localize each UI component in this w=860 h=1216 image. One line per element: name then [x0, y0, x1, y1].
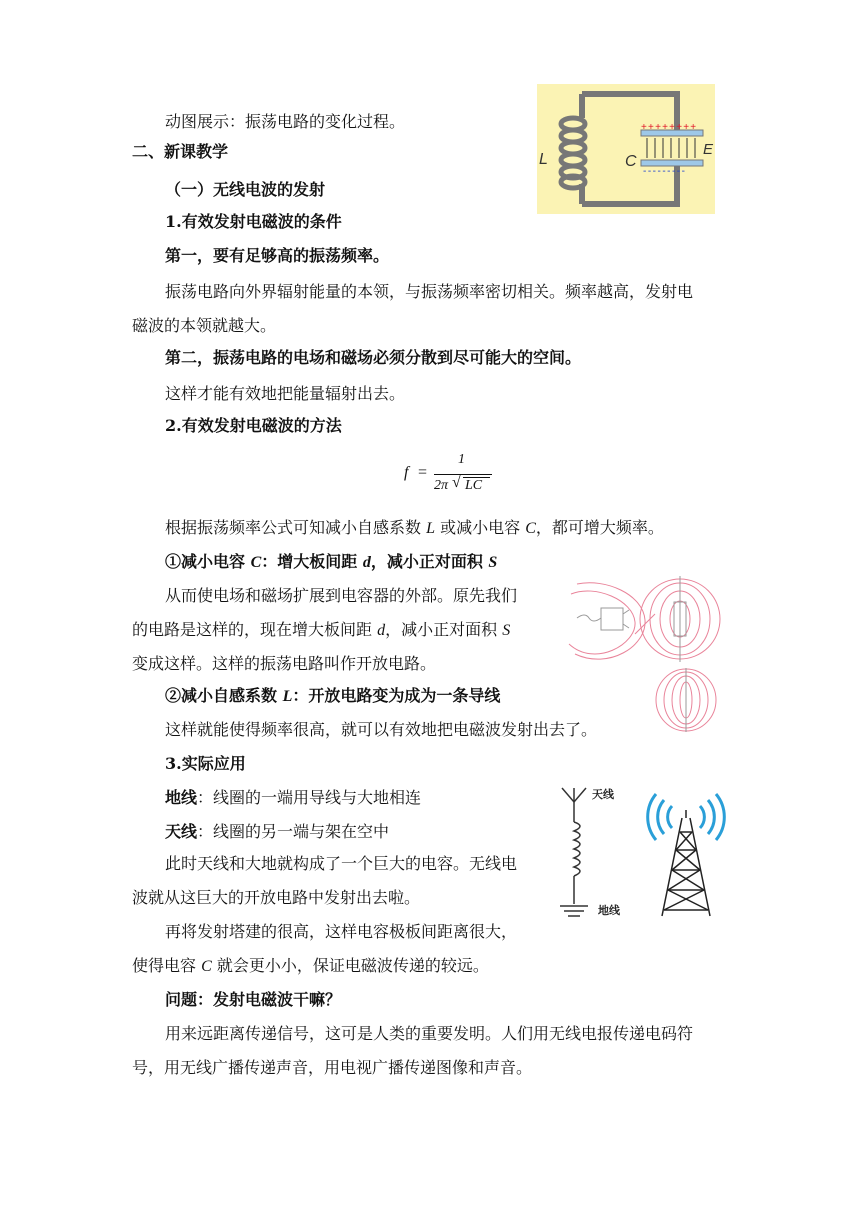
text-line — [165, 786, 421, 810]
text-span: 或减小电容 — [435, 518, 526, 537]
var-d: d — [377, 622, 386, 639]
negative-charges: --------- — [643, 166, 687, 177]
text-line: 变成这样。这样的振荡电路叫作开放电路。 — [132, 654, 437, 673]
var-C: C — [250, 554, 262, 571]
text-line — [132, 618, 510, 643]
positive-charges: ++++++++ — [641, 122, 698, 133]
ground-label: 地线 — [598, 904, 620, 917]
text-span: 的电路是这样的，现在增大板间距 — [132, 620, 378, 639]
text-line: 用来远距离传递信号，这可是人类的重要发明。人们用无线电报传递电码符 — [165, 1024, 694, 1043]
fraction-bar — [434, 474, 492, 475]
sqrt-symbol: √ — [452, 474, 461, 491]
text-line: 磁波的本领就越大。 — [132, 316, 277, 335]
text-line: 此时天线和大地就构成了一个巨大的电容。无线电 — [165, 854, 518, 873]
text-span: ：线圈的另一端与架在空中 — [197, 822, 390, 841]
var-d: d — [362, 554, 371, 571]
inductor-coil — [561, 118, 585, 188]
text-span: ：开放电路变为成为一条导线 — [292, 686, 501, 705]
var-S: S — [488, 554, 498, 571]
item-heading: 3.实际应用 — [165, 754, 246, 773]
text-line: 这样才能有效地把能量辐射出去。 — [165, 384, 406, 403]
open-circuit-figure — [565, 574, 740, 666]
formula-radicand: LC — [465, 478, 483, 493]
lc-circuit-figure — [537, 84, 715, 214]
dipole-figure — [653, 666, 719, 734]
text-line — [165, 820, 389, 844]
coil-symbol — [574, 822, 580, 904]
field-label: E — [703, 141, 714, 158]
bold-line: 第二，振荡电路的电场和磁场必须分散到尽可能大的空间。 — [165, 348, 582, 367]
text-span: ：增大板间距 — [261, 552, 363, 571]
text-line: 波就从这巨大的开放电路中发射出去啦。 — [132, 888, 421, 907]
transmission-tower-figure — [638, 792, 734, 920]
var-L: L — [282, 688, 293, 705]
text-span: ②减小自感系数 — [165, 686, 283, 705]
term-antenna: 天线 — [165, 822, 198, 841]
section-heading: 二、新课教学 — [132, 142, 229, 161]
bold-line: 第一，要有足够高的振荡频率。 — [165, 246, 390, 265]
var-C: C — [201, 958, 212, 975]
subsection-heading: （一）无线电波的发射 — [165, 180, 326, 199]
text-line: 动图展示：振荡电路的变化过程。 — [165, 112, 406, 131]
text-line: 号，用无线广播传递声音，用电视广播传递图像和声音。 — [132, 1058, 533, 1077]
field-lines-left — [569, 583, 655, 659]
question-line: 问题：发射电磁波干嘛？ — [165, 990, 342, 1009]
text-span: 使得电容 — [132, 956, 202, 975]
ground-symbol — [560, 906, 588, 916]
text-span: ①减小电容 — [165, 552, 251, 571]
frequency-formula — [398, 452, 498, 498]
text-line — [132, 954, 489, 979]
text-line: 振荡电路向外界辐射能量的本领，与振荡频率密切相关。频率越高，发射电 — [165, 282, 694, 301]
var-S: S — [502, 622, 511, 639]
text-span: ，减小正对面积 — [370, 552, 489, 571]
item-heading: 1.有效发射电磁波的条件 — [165, 212, 342, 231]
text-line: 再将发射塔建的很高，这样电容极板间距离很大， — [165, 922, 518, 941]
antenna-label: 天线 — [592, 788, 614, 801]
antenna-circuit-figure — [556, 782, 632, 922]
text-span: 就会更小小，保证电磁波传递的较远。 — [211, 956, 489, 975]
formula-equals: = — [418, 464, 428, 481]
text-span: ：线圈的一端用导线与大地相连 — [197, 788, 422, 807]
var-L: L — [426, 520, 435, 537]
antenna-symbol — [562, 788, 586, 822]
formula-lhs: f — [404, 464, 409, 481]
text-span: ，减小正对面积 — [385, 620, 503, 639]
item-heading: 2.有效发射电磁波的方法 — [165, 416, 342, 435]
formula-denominator: 2π — [434, 478, 449, 493]
text-line — [165, 516, 664, 541]
text-span: ，都可增大频率。 — [535, 518, 664, 537]
bold-line — [165, 684, 500, 709]
var-C: C — [525, 520, 536, 537]
text-line: 从而使电场和磁场扩展到电容器的外部。原先我们 — [165, 586, 518, 605]
inductor-label: L — [539, 151, 548, 168]
text-span: 根据振荡频率公式可知减小自感系数 — [165, 518, 427, 537]
bold-line — [165, 550, 497, 575]
capacitor-label: C — [625, 153, 637, 170]
term-ground: 地线 — [165, 788, 198, 807]
field-lines-right — [640, 576, 720, 662]
text-line: 这样就能使得频率很高，就可以有效地把电磁波发射出去了。 — [165, 720, 598, 739]
formula-numerator: 1 — [458, 452, 465, 467]
